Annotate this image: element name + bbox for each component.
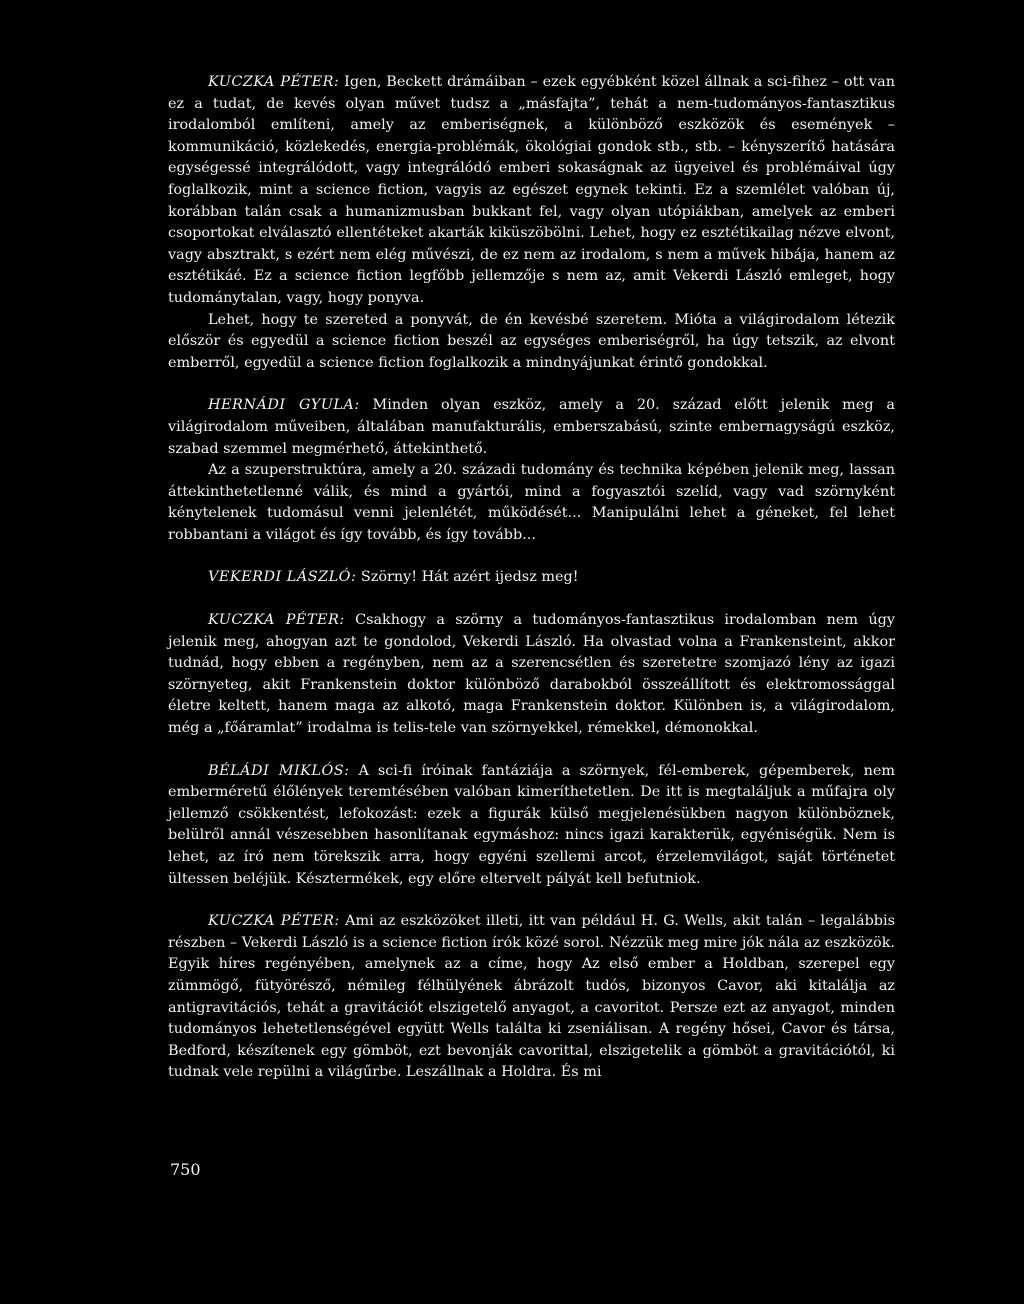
- paragraph: [168, 610, 895, 740]
- paragraph-text: Lehet, hogy te szereted a ponyvát, de én kevésbé szeretem. Mióta a világirodalom létezik először és egyedül a science fiction beszél az egységes emberiségről, ha úgy tetszik, az elvont emberről, egyedül a science fiction foglalkozik a mindnyájunkat érintő gondokkal.: [168, 311, 895, 371]
- paragraph: [168, 567, 895, 589]
- dialogue-block: [168, 911, 895, 1084]
- paragraph-text: Igen, Beckett drámáiban – ezek egyébként közel állnak a sci-fihez – ott van ez a tudat, de kevés olyan művet tudsz a „másfajta”, tehát a nem-tudományos-fantasztikus irodalomból említeni, amely az emberiségnek, a különböző eszközök és események – kommunikáció, közlekedés, energia-problémák, ökológiai gondok stb., stb. – kényszerítő hatására egységessé integrálódott, vagy integrálódó emberi sokaságnak az ügyeivel és problémáival úgy foglalkozik, mint a science fiction, vagyis az egészet egynek tekinti. Ez a szemlélet valóban új, korábban talán csak a humanizmusban bukkant fel, vagy olyan utópiákban, amelyek az emberi csoportokat elválasztó ellentéteket akarták kiküszöbölni. Lehet, hogy ez esztétikailag nézve elvont, vagy absztrakt, s ezért nem elég művészi, de ez nem az irodalom, s nem a művek hibája, hanem az esztétikáé. Ez a science fiction legfőbb jellemzője s nem az, amit Vekerdi László emleget, hogy tudománytalan, vagy, hogy ponyva.: [168, 74, 896, 306]
- paragraph-text: Ami az eszközöket illeti, itt van például H. G. Wells, akit talán – legalábbis részben – Vekerdi László is a science fiction írók közé sorol. Nézzük meg mire jók nála az eszközök. Egyik híres regényében, amelynek az a címe, hogy Az első ember a Holdban, szerepel egy zümmögő, fütyörésző, némileg félhülyének ábrázolt tudós, bizonyos Cavor, aki kitalálja az antigravitációs, tehát a gravitációt elszigetelő anyagot, a cavoritot. Persze ezt az anyagot, minden tudományos lehetetlenségével együtt Wells találta ki zseniálisan. A regény hősei, Cavor és társa, Bedford, készítenek egy gömböt, ezt bevonják cavorittal, elszigetelik a gömböt a gravitációtól, ki tudnak vele repülni a világűrbe. Leszállnak a Holdra. És mi: [168, 913, 896, 1081]
- dialogue-block: [168, 395, 895, 546]
- paragraph: [168, 460, 895, 546]
- speaker-name: HERNÁDI GYULA:: [208, 397, 360, 414]
- text-column: [168, 72, 895, 1105]
- paragraph: [168, 395, 895, 460]
- dialogue-block: [168, 567, 895, 589]
- paragraph-text: Az a szuperstruktúra, amely a 20. századi tudomány és technika képében jelenik meg, lassan áttekinthetetlenné válik, és mind a gyártói, mind a fogyasztói szelíd, vagy vad szörnyként kénytelenek tudomásul venni jelenlétét, működését... Manipulálni lehet a géneket, fel lehet robbantani a világot és így tovább, és így tovább...: [168, 462, 895, 543]
- speaker-name: KUCZKA PÉTER:: [208, 913, 340, 930]
- speaker-name: BÉLÁDI MIKLÓS:: [208, 762, 350, 779]
- dialogue-block: [168, 761, 895, 891]
- page-number: 750: [170, 1160, 201, 1179]
- paragraph-text: A sci-fi íróinak fantáziája a szörnyek, fél-emberek, gépemberek, nem emberméretű élőlények teremtésében valóban kimeríthetetlen. De itt is megtaláljuk a műfajra oly jellemző csökkentést, lefokozást: ezek a figurák külső megjelenésükben nagyon különböznek, belülről annál vészesebben hasonlítanak egymáshoz: nincs igazi karakterük, egyéniségük. Nem is lehet, az író nem törekszik arra, hogy egyéni szellemi arcot, érzelemvilágot, saját történetet ültessen beléjük. Késztermékek, egy előre eltervelt pályát kell befutniok.: [168, 762, 895, 887]
- paragraph: [168, 911, 895, 1084]
- dialogue-block: [168, 72, 895, 374]
- paragraph: [168, 310, 895, 375]
- paragraph-text: Csakhogy a szörny a tudományos-fantasztikus irodalomban nem úgy jelenik meg, ahogyan azt te gondolod, Vekerdi László. Ha olvastad volna a Frankensteint, akkor tudnád, hogy ebben a regényben, nem az a szerencsétlen és szeretetre szomjazó lény az igazi szörnyeteg, akit Frankenstein doktor különböző darabokból összeállított és elektromossággal életre keltett, hanem maga az alkotó, maga Frankenstein doktor. Különben is, a világirodalom, még a „főáramlat” irodalma is telis-tele van szörnyekkel, rémekkel, démonokkal.: [168, 612, 896, 737]
- speaker-name: VEKERDI LÁSZLÓ:: [208, 569, 357, 586]
- speaker-name: KUCZKA PÉTER:: [208, 612, 345, 629]
- paragraph: [168, 761, 895, 891]
- speaker-name: KUCZKA PÉTER:: [208, 74, 340, 90]
- paragraph-text: Szörny! Hát azért ijedsz meg!: [360, 569, 579, 586]
- dialogue-block: [168, 610, 895, 740]
- paragraph-text: Minden olyan eszköz, amely a 20. század előtt jelenik meg a világirodalom műveiben, általában manufakturális, emberszabású, szinte embernagyságú eszköz, szabad szemmel megmérhető, áttekinthető.: [168, 397, 896, 457]
- paragraph: [168, 72, 895, 310]
